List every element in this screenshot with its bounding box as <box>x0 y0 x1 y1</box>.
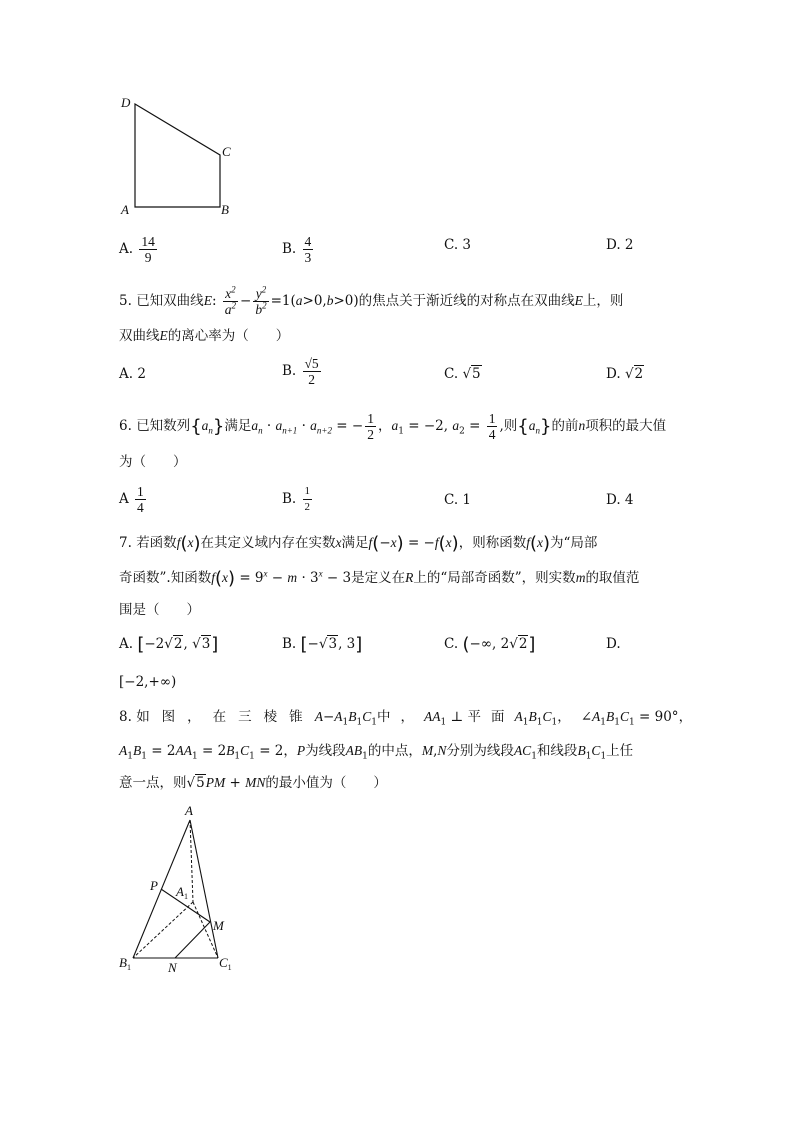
figure-quadrilateral <box>115 92 245 220</box>
q7-number: 7. <box>119 535 132 551</box>
q6-b-label: B. <box>282 491 297 507</box>
q8-line2-d: 分别为线段 <box>446 743 514 759</box>
q6-number: 6. <box>119 418 132 434</box>
q7-option-d-value: [−2,+∞) <box>119 674 177 690</box>
q8-line-1: 8. 如图，在三棱锥$A-A_1B_1C_1$中，$AA_1$ ⊥ 平面$A_1B_1C_1$，$\angle A_1B_1C_1 = 90^\circ$， <box>119 709 693 728</box>
q8-number: 8. <box>119 709 132 725</box>
label-A1: $A_1$ <box>176 884 188 901</box>
q7-c-label: C. <box>444 636 459 652</box>
q7-line2-c: 上的“局部奇函数”，则实数 <box>413 570 576 586</box>
q8-text-4: ， <box>557 709 581 725</box>
q4-b-label: B. <box>282 241 297 257</box>
q6-b-frac <box>303 484 313 515</box>
q6-text-2: 满足 <box>224 418 252 434</box>
q8-line-3: 意一点，则√5PM + MN的最小值为（ ） <box>119 775 387 791</box>
q7-line-2: 奇函数”.知函数$f(x) = 9^x - m \cdot 3^x - 3$是定义在R上的“局部奇函数”，则实数m的取值范 <box>119 568 640 589</box>
q5-b-num: √5 <box>304 356 319 371</box>
label-C1: $C_1$ <box>219 955 232 972</box>
label-A: A <box>121 202 129 217</box>
q5-frac-x: $\frac{x^2}{a^2}$ <box>224 284 237 317</box>
q6-a-den: 4 <box>137 500 144 515</box>
label-N: N <box>168 960 177 975</box>
q5-line-1: 5. 已知双曲线E: $\frac{x^2}{a^2}$ − $\frac{y^2}{b^2}$ =1(a>0,b>0)的焦点关于渐近线的对称点在双曲线E上，则 <box>119 284 624 317</box>
q4-option-b <box>282 234 315 265</box>
q6-line-2: 为（ ） <box>119 454 187 470</box>
q5-option-a: A. 2 <box>119 366 146 382</box>
q5-b-frac <box>303 356 321 387</box>
q7-text-1: 若函数 <box>136 535 177 551</box>
q7-b-label: B. <box>282 636 297 652</box>
q7-option-c: C. (−∞, 2√2] <box>444 634 536 655</box>
q6-text-1: 已知数列 <box>136 418 191 434</box>
q4-b-num: 4 <box>304 234 312 249</box>
q7-option-d-label: D. <box>606 636 621 652</box>
q5-text-1: 已知双曲线 <box>136 293 204 309</box>
q4-a-label: A. <box>119 241 134 257</box>
q6-frac-half: $\frac{1}{2}$ <box>367 411 374 442</box>
q7-text-2: 在其定义域内存在实数 <box>200 535 336 551</box>
q8-line2-a: ， <box>283 743 297 759</box>
q6-a-frac <box>135 484 146 515</box>
q4-option-d: D. 2 <box>606 237 634 253</box>
q5-line2-a: 双曲线 <box>119 328 160 344</box>
q7-text-5: 为“局部 <box>550 535 598 551</box>
q5-option-d: D. √2 <box>606 366 644 382</box>
edge-A1-B1 <box>133 902 193 958</box>
q5-b-den: 2 <box>308 372 315 387</box>
edge-A-C1 <box>190 820 218 958</box>
q8-line3-b: 的最小值为（ ） <box>265 775 387 791</box>
q6-option-a <box>119 484 148 515</box>
q7-option-b: B. [−√3, 3] <box>282 634 363 655</box>
q4-a-num: 14 <box>141 234 155 249</box>
q7-a-label: A. <box>119 636 134 652</box>
quadrilateral-shape <box>135 104 220 207</box>
q6-line-1: 6. 已知数列$\{a_n\}$满足$a_n \cdot a_{n+1} \cdot a_{n+2}$ = − $\frac{1}{2}$ ，$a_1 = -2$, $a_2$ = $\frac{1}{4}$ ,则$\{a_n\}$的前n项积的最大值 <box>119 411 667 442</box>
q8-line-2: $A_1B_1 = 2AA_1 = 2B_1C_1 = 2$，P为线段$AB_1$的中点，M,N分别为线段$AC_1$和线段$B_1C_1$上任 <box>119 743 634 762</box>
q5-d-val: 2 <box>634 366 644 382</box>
q8-line2-f: 上任 <box>606 743 634 759</box>
q6-option-d: D. 4 <box>606 492 634 508</box>
label-A: A <box>185 803 193 818</box>
label-C: C <box>222 144 231 159</box>
q5-c-val: 5 <box>472 366 481 382</box>
q5-text-3: 上，则 <box>582 293 624 309</box>
q5-c-label: C. <box>444 366 459 382</box>
q4-a-frac <box>139 234 157 265</box>
q6-b-num: 1 <box>303 484 313 500</box>
q7-line2-a: 奇函数”.知函数 <box>119 570 212 586</box>
q7-text-4: ，则称函数 <box>458 535 527 551</box>
q6-text-5: 的前 <box>551 418 579 434</box>
q7-line-3: 围是（ ） <box>119 602 200 618</box>
label-A1-letter: A <box>176 884 184 899</box>
q6-a-label: A <box>119 491 129 507</box>
q7-option-a: A. [−2√2, √3] <box>119 634 219 655</box>
q6-b-den: 2 <box>304 501 311 513</box>
q4-option-c: C. 3 <box>444 237 472 253</box>
q6-a-num: 1 <box>137 484 144 499</box>
q8-text-5: ， <box>678 709 693 725</box>
label-B1: $B_1$ <box>119 955 131 972</box>
label-B: B <box>221 202 229 217</box>
q6-frac-quarter: $\frac{1}{4}$ <box>488 411 496 442</box>
q8-text-2: 中， <box>376 709 424 725</box>
q7-line2-b: 是定义在 <box>351 570 406 586</box>
q5-line2-b: 的离心率为（ ） <box>167 328 290 344</box>
q5-text-2: 的焦点关于渐近线的对称点在双曲线 <box>358 293 575 309</box>
label-C1-letter: C <box>219 955 228 970</box>
q6-option-b <box>282 484 314 515</box>
label-D: D <box>121 95 131 110</box>
q6-text-3: ， <box>377 418 392 434</box>
q5-number: 5. <box>119 293 132 309</box>
figure-pyramid <box>115 800 245 982</box>
q8-text-3: 平面 <box>467 709 515 725</box>
q8-line2-e: 和线段 <box>536 743 578 759</box>
label-P: P <box>150 878 158 893</box>
q7-line2-d: 的取值范 <box>585 570 640 586</box>
q4-b-frac <box>303 234 314 265</box>
q7-line-1: 7. 若函数f(x)在其定义域内存在实数x满足f(−x) = −f(x)，则称函数f(x)为“局部 <box>119 533 598 554</box>
q6-text-4: ,则 <box>499 418 518 434</box>
q8-line2-c: 的中点， <box>367 743 422 759</box>
q4-option-a <box>119 234 159 265</box>
label-B1-letter: B <box>119 955 127 970</box>
q6-text-6: 项积的最大值 <box>585 418 667 434</box>
q5-option-c: C. √5 <box>444 366 481 382</box>
q5-d-label: D. <box>606 366 621 382</box>
q8-text-1: 如图，在三棱锥 <box>136 709 315 725</box>
label-M: M <box>213 918 224 933</box>
q6-option-c: C. 1 <box>444 492 472 508</box>
q5-option-b <box>282 356 323 387</box>
q8-line2-b: 为线段 <box>305 743 346 759</box>
q4-a-den: 9 <box>144 250 152 265</box>
q5-line-2: 双曲线E的离心率为（ ） <box>119 328 290 344</box>
q7-text-3: 满足 <box>341 535 369 551</box>
q8-line3-a: 意一点，则 <box>119 775 187 791</box>
q4-b-den: 3 <box>304 250 312 265</box>
q5-b-label: B. <box>282 363 297 379</box>
q5-frac-y: $\frac{y^2}{b^2}$ <box>255 284 267 317</box>
